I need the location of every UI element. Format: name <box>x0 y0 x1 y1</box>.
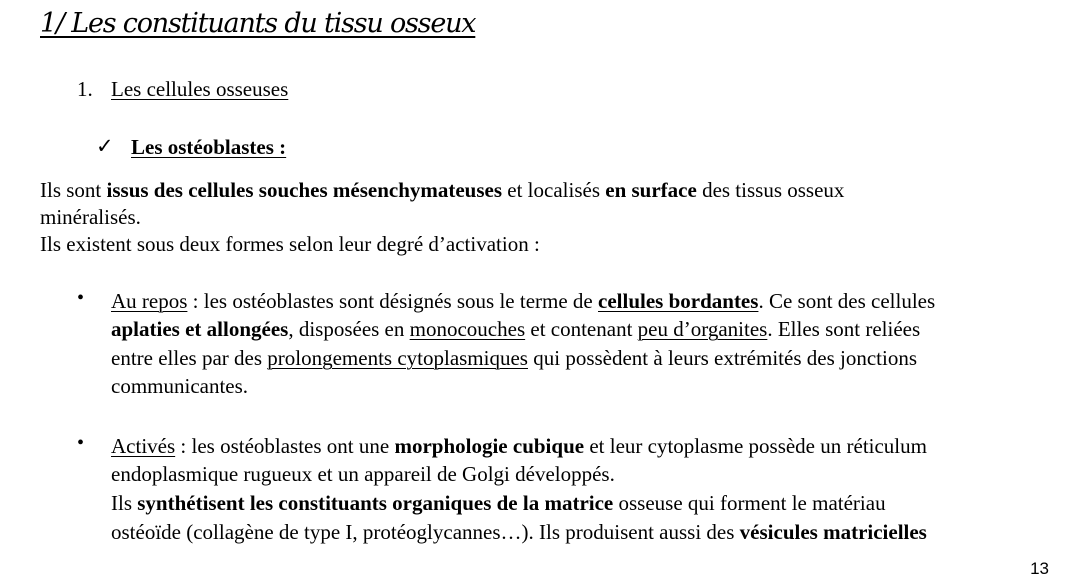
repos-line-2: aplaties et allongées, disposées en monocouches et contenant peu d’organites. Elles sont reliées <box>111 317 921 341</box>
intro-line-2: minéralisés. <box>40 205 141 229</box>
section-title: 1/ Les constituants du tissu osseux <box>40 8 476 39</box>
actives-line-1: Activés : les ostéoblastes ont une morphologie cubique et leur cytoplasme possède un réticulum <box>111 434 927 458</box>
subsection-title: Les cellules osseuses <box>111 77 289 101</box>
item-title: Les ostéoblastes : <box>131 135 287 159</box>
bullet-icon: • <box>77 432 85 454</box>
bullet-icon: • <box>77 287 85 309</box>
subsection-number: 1. <box>77 77 93 101</box>
actives-line-3: Ils synthétisent les constituants organiques de la matrice osseuse qui forment le matériau <box>111 491 886 515</box>
repos-line-3: entre elles par des prolongements cytoplasmiques qui possèdent à leurs extrémités des jonctions <box>111 346 917 370</box>
actives-line-4: ostéoïde (collagène de type I, protéoglycannes…). Ils produisent aussi des vésicules matricielles <box>111 520 927 544</box>
repos-line-4: communicantes. <box>111 374 249 398</box>
page-number: 13 <box>1030 559 1049 578</box>
intro-line-3: Ils existent sous deux formes selon leur degré d’activation : <box>40 232 540 256</box>
intro-line-1: Ils sont issus des cellules souches mésenchymateuses et localisés en surface des tissus osseux <box>40 178 845 202</box>
actives-line-2: endoplasmique rugueux et un appareil de Golgi développés. <box>111 462 615 486</box>
checkmark-icon: ✓ <box>96 134 114 158</box>
repos-line-1: Au repos : les ostéoblastes sont désignés sous le terme de cellules bordantes. Ce sont des cellules <box>111 289 936 313</box>
